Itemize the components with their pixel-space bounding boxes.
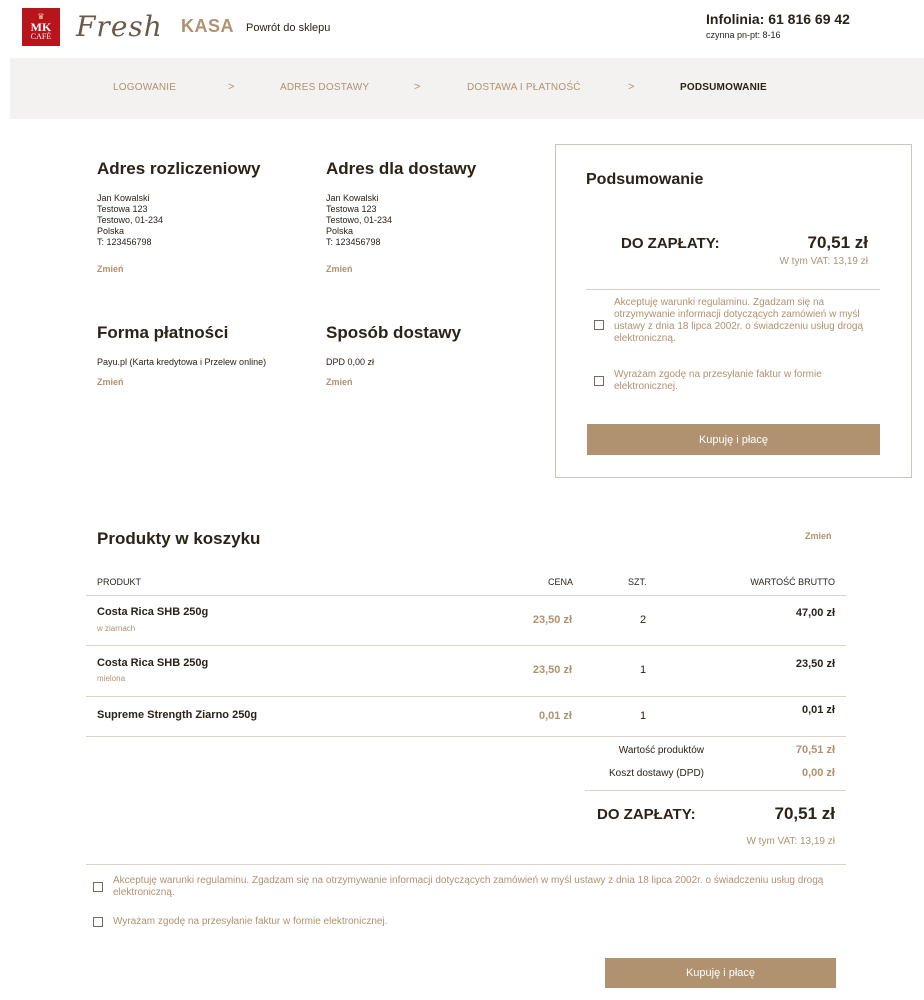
order-summary-box [555,144,912,478]
change-payment-link[interactable]: Zmień [97,377,124,387]
address-line: T: 123456798 [326,237,381,247]
product-qty: 2 [640,614,647,626]
billing-address [97,193,163,248]
cart-to-pay-label: DO ZAPŁATY: [597,806,696,823]
col-total: WARTOŚĆ BRUTTO [750,577,835,587]
step-summary: PODSUMOWANIE [680,82,767,93]
invoice-checkbox[interactable] [93,917,103,927]
footer-invoice-consent[interactable] [93,916,838,928]
product-variant: mielona [97,674,126,683]
product-name[interactable]: Costa Rica SHB 250g [97,606,209,618]
product-name[interactable]: Supreme Strength Ziarno 250g [97,709,258,721]
footer-terms-consent[interactable] [93,875,838,899]
products-value-label: Wartość produktów [618,745,704,756]
change-cart-link[interactable]: Zmień [805,531,832,541]
invoice-consent-text: Wyrażam zgodę na przesyłanie faktur w formie elektronicznej. [614,369,822,392]
invoice-consent-text: Wyrażam zgodę na przesyłanie faktur w formie elektronicznej. [113,916,388,927]
product-price: 23,50 zł [532,614,572,626]
crown-icon: ♛ [37,12,45,21]
address-line: Testowa 123 [97,204,148,214]
shipping-cost-label: Koszt dostawy (DPD) [608,768,704,779]
hotline-number: Infolinia: 61 816 69 42 [706,11,850,27]
product-name[interactable]: Costa Rica SHB 250g [97,657,209,669]
logo-cafe-text: CAFÉ [30,32,52,41]
delivery-title: Sposób dostawy [326,323,462,342]
step-separator: > [414,81,421,93]
summary-divider [586,289,880,290]
table-divider [86,736,846,737]
col-price: CENA [548,577,574,587]
address-line: Testowa 123 [326,204,377,214]
product-total: 0,01 zł [801,704,835,716]
summary-buy-button[interactable]: Kupuję i płacę [587,424,880,455]
summary-invoice-consent[interactable] [594,369,884,393]
shipping-address [326,193,392,248]
footer-buy-button[interactable]: Kupuję i płacę [605,958,836,988]
shipping-cost-value: 0,00 zł [801,767,835,779]
product-total: 47,00 zł [795,607,835,619]
product-price: 0,01 zł [538,710,572,722]
page-title: KASA [181,16,235,36]
delivery-method: DPD 0,00 zł [326,357,375,367]
summary-title: Podsumowanie [586,171,704,188]
step-login[interactable]: LOGOWANIE [113,82,177,93]
address-line: Jan Kowalski [97,193,150,203]
logo-mk-text: MK [30,20,52,34]
address-line: Jan Kowalski [326,193,379,203]
address-line: T: 123456798 [97,237,152,247]
table-divider [86,595,846,596]
change-billing-link[interactable]: Zmień [97,264,124,274]
terms-consent-text: Akceptuję warunki regulaminu. Zgadzam się na otrzymywanie informacji dotyczących zamówień w myśl ustawy z dnia 18 lipca 2002r. o świadczeniu usług drogą elektroniczną. [614,297,864,344]
step-separator: > [628,81,635,93]
step-shipping-address[interactable]: ADRES DOSTAWY [280,82,370,93]
summary-terms-consent[interactable] [594,297,884,345]
payment-method: Payu.pl (Karta kredytowa i Przelew online) [97,357,267,367]
totals-divider [585,790,846,791]
product-price: 23,50 zł [532,664,572,676]
product-total: 23,50 zł [795,658,835,670]
products-value: 70,51 zł [795,744,835,756]
step-delivery-payment[interactable]: DOSTAWA I PŁATNOŚĆ [467,82,581,93]
address-line: Testowo, 01-234 [326,215,393,225]
col-product: PRODUKT [97,577,142,587]
address-line: Polska [326,226,354,236]
mk-cafe-logo[interactable] [22,8,60,46]
address-line: Polska [97,226,125,236]
change-delivery-link[interactable]: Zmień [326,377,353,387]
footer-divider [86,864,846,865]
product-qty: 1 [640,664,647,676]
table-divider [86,696,846,697]
summary-vat: W tym VAT: 13,19 zł [779,256,868,267]
shipping-title: Adres dla dostawy [326,159,477,178]
cart-title: Produkty w koszyku [97,529,261,548]
checkout-steps-bar [10,58,924,119]
table-divider [86,645,846,646]
summary-to-pay-value: 70,51 zł [807,233,868,252]
product-qty: 1 [640,710,647,722]
billing-title: Adres rozliczeniowy [97,159,261,178]
terms-consent-text: Akceptuję warunki regulaminu. Zgadzam się na otrzymywanie informacji dotyczących zamówień w myśl ustawy z dnia 18 lipca 2002r. o świadczeniu usług drogą elektroniczną. [113,875,824,898]
address-line: Testowo, 01-234 [97,215,164,225]
cart-vat: W tym VAT: 13,19 zł [746,836,835,847]
payment-title: Forma płatności [97,323,229,342]
product-variant: w ziarnach [97,624,136,633]
summary-to-pay-label: DO ZAPŁATY: [621,235,720,252]
back-to-shop-link[interactable]: Powrót do sklepu [246,22,331,34]
change-shipping-link[interactable]: Zmień [326,264,353,274]
terms-checkbox[interactable] [594,320,604,330]
fresh-script-logo: Fresh [76,10,163,43]
step-separator: > [228,81,235,93]
col-qty: SZT. [628,577,647,587]
invoice-checkbox[interactable] [594,376,604,386]
hotline-hours: czynna pn-pt: 8-16 [706,30,781,40]
cart-to-pay-value: 70,51 zł [774,804,835,823]
terms-checkbox[interactable] [93,882,103,892]
